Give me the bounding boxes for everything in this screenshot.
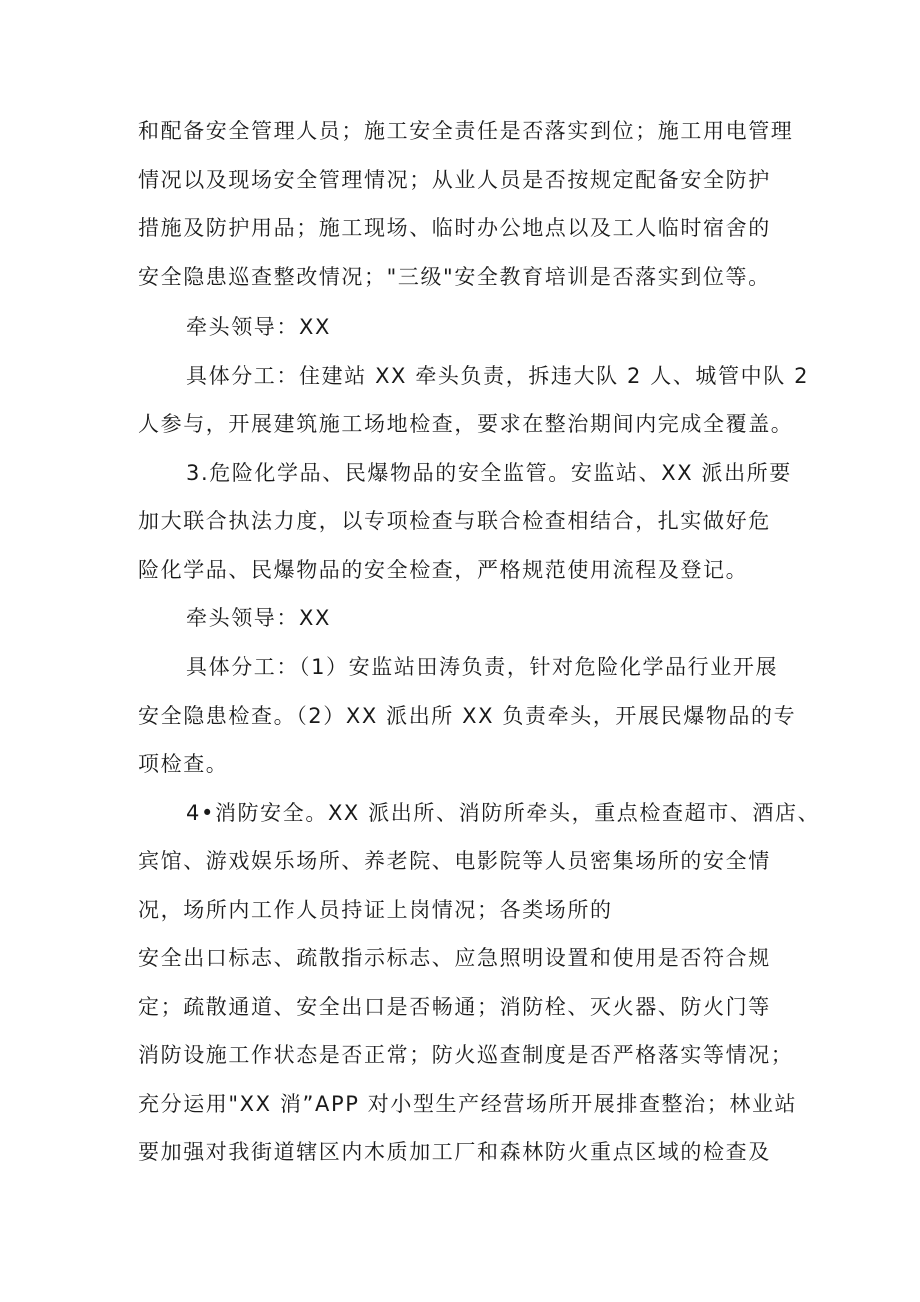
text-line: 消防设施工作状态是否正常；防火巡查制度是否严格落实等情况； <box>138 1043 794 1067</box>
lead-leader-label: 牵头领导：XX <box>186 315 331 339</box>
text-line: 宾馆、游戏娱乐场所、养老院、电影院等人员密集场所的安全情 <box>138 849 771 873</box>
text-line: 险化学品、民爆物品的安全检查，严格规范使用流程及登记。 <box>138 558 749 582</box>
text-line: 安全隐患检查。（2）XX 派出所 XX 负责牵头，开展民爆物品的专 <box>138 704 797 728</box>
text-line: 加大联合执法力度，以专项检查与联合检查相结合，扎实做好危 <box>138 509 771 533</box>
text-line: 和配备安全管理人员；施工安全责任是否落实到位；施工用电管理 <box>138 119 794 143</box>
text-line: 充分运用"XX 消”APP 对小型生产经营场所开展排查整治；林业站 <box>138 1092 798 1116</box>
text-line: 定；疏散通道、安全出口是否畅通；消防栓、灭火器、防火门等 <box>138 995 771 1019</box>
lead-leader-label: 牵头领导：XX <box>186 606 331 630</box>
text-line: 情况以及现场安全管理情况；从业人员是否按规定配备安全防护 <box>138 168 771 192</box>
text-line: 措施及防护用品；施工现场、临时办公地点以及工人临时宿舍的 <box>138 216 771 240</box>
section-heading-4: 4•消防安全。XX 派出所、消防所牵头，重点检查超市、酒店、 <box>186 801 821 825</box>
text-line: 安全隐患巡查整改情况；"三级"安全教育培训是否落实到位等。 <box>138 265 771 289</box>
text-line: 况，场所内工作人员持证上岗情况；各类场所的 <box>138 898 613 922</box>
text-line: 具体分工：住建站 XX 牵头负责，拆违大队 2 人、城管中队 2 <box>186 364 810 388</box>
text-line: 项检查。 <box>138 752 229 776</box>
text-line: 具体分工：（1）安监站田涛负责，针对危险化学品行业开展 <box>186 655 779 679</box>
section-heading-3: 3.危险化学品、民爆物品的安全监管。安监站、XX 派出所要 <box>186 461 792 485</box>
text-line: 人参与，开展建筑施工场地检查，要求在整治期间内完成全覆盖。 <box>138 412 794 436</box>
text-line: 安全出口标志、疏散指示标志、应急照明设置和使用是否符合规 <box>138 946 771 970</box>
text-line: 要加强对我街道辖区内木质加工厂和森林防火重点区域的检查及 <box>138 1140 771 1164</box>
